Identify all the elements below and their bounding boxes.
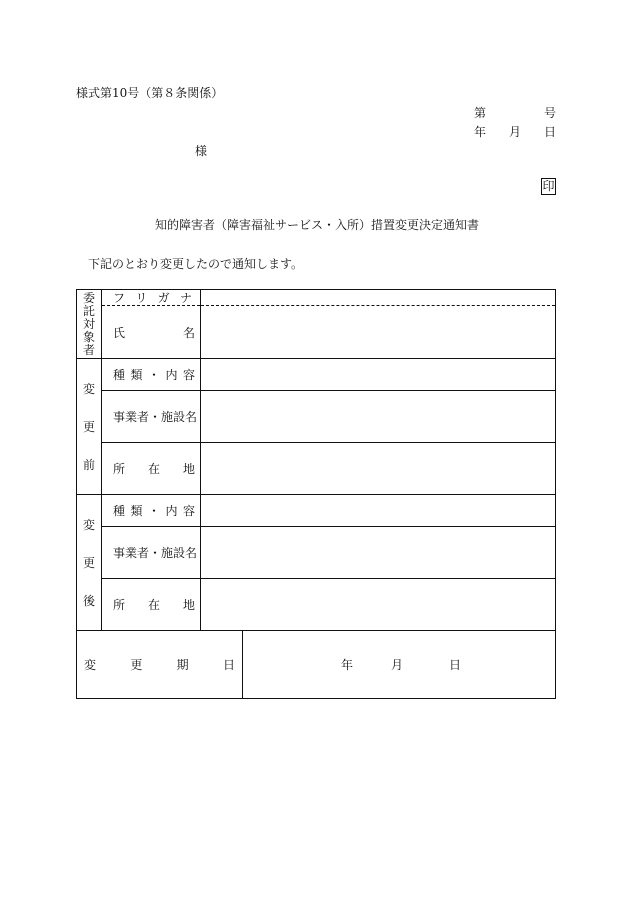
after-char: 変: [82, 518, 95, 532]
before-char: 更: [82, 420, 95, 434]
subject-char: 象: [82, 330, 95, 344]
change-date-year: 年: [341, 658, 354, 672]
name-label: [102, 306, 201, 359]
furigana-char: リ: [135, 290, 148, 305]
change-date-field[interactable]: [243, 631, 556, 699]
location-char: 地: [182, 598, 195, 612]
after-location-label: [102, 579, 201, 631]
type-char: ・: [147, 368, 160, 382]
subject-char: 委: [82, 291, 95, 305]
type-char: 種: [113, 504, 126, 518]
date-day: 日: [543, 125, 556, 139]
before-location-label: [102, 443, 201, 495]
before-group-label: [77, 359, 102, 495]
issue-date: [474, 123, 556, 140]
date-year: 年: [474, 125, 487, 139]
type-char: 類: [130, 504, 143, 518]
change-date-char: 期: [176, 658, 189, 672]
after-provider-text: 事業者・施設名: [113, 546, 198, 560]
furigana-char: ガ: [157, 290, 170, 305]
type-char: ・: [147, 504, 160, 518]
doc-no-suffix: 号: [543, 106, 556, 120]
change-date-day: 日: [449, 658, 462, 672]
before-type-field[interactable]: [201, 359, 556, 391]
change-date-label: [77, 631, 243, 699]
after-location-field[interactable]: [201, 579, 556, 631]
change-date-table: [76, 630, 556, 699]
doc-no-prefix: 第: [474, 106, 487, 120]
type-char: 容: [182, 368, 195, 382]
furigana-char: ナ: [179, 290, 192, 305]
after-group-label: [77, 495, 102, 631]
location-char: 地: [182, 462, 195, 476]
date-month: 月: [508, 125, 521, 139]
name-char: 氏: [113, 325, 126, 340]
location-char: 所: [113, 462, 126, 476]
document-title: 知的障害者（障害福祉サービス・入所）措置変更決定通知書: [155, 218, 480, 232]
form-number: 様式第10号（第８条関係）: [76, 86, 224, 100]
location-char: 在: [147, 462, 160, 476]
after-provider-field[interactable]: [201, 527, 556, 579]
type-char: 類: [130, 368, 143, 382]
change-date-char: 変: [84, 658, 97, 672]
before-provider-label: [102, 391, 201, 443]
furigana-char: フ: [113, 290, 126, 305]
location-char: 所: [113, 598, 126, 612]
furigana-field[interactable]: [201, 290, 556, 306]
before-char: 前: [82, 458, 95, 472]
addressee-suffix: 様: [195, 144, 208, 158]
intro-text: 下記のとおり変更したので通知します。: [88, 257, 304, 271]
after-type-label: [102, 495, 201, 527]
before-provider-text: 事業者・施設名: [113, 410, 198, 424]
type-char: 内: [165, 368, 178, 382]
before-provider-field[interactable]: [201, 391, 556, 443]
notice-form-table: [76, 289, 556, 631]
change-date-month: 月: [391, 658, 404, 672]
after-char: 後: [82, 594, 95, 608]
before-type-label: [102, 359, 201, 391]
before-location-field[interactable]: [201, 443, 556, 495]
before-char: 変: [82, 382, 95, 396]
after-type-field[interactable]: [201, 495, 556, 527]
subject-group-label: [77, 290, 102, 359]
location-char: 在: [147, 598, 160, 612]
furigana-label: [102, 290, 201, 306]
after-char: 更: [82, 556, 95, 570]
type-char: 種: [113, 368, 126, 382]
document-number: [474, 104, 556, 121]
type-char: 内: [165, 504, 178, 518]
after-provider-label: [102, 527, 201, 579]
type-char: 容: [182, 504, 195, 518]
name-char: 名: [182, 325, 195, 340]
seal-mark: 印: [542, 179, 555, 193]
subject-char: 対: [82, 317, 95, 331]
change-date-char: 日: [222, 658, 235, 672]
change-date-char: 更: [130, 658, 143, 672]
subject-char: 託: [82, 304, 95, 318]
subject-char: 者: [82, 343, 95, 357]
name-field[interactable]: [201, 306, 556, 359]
